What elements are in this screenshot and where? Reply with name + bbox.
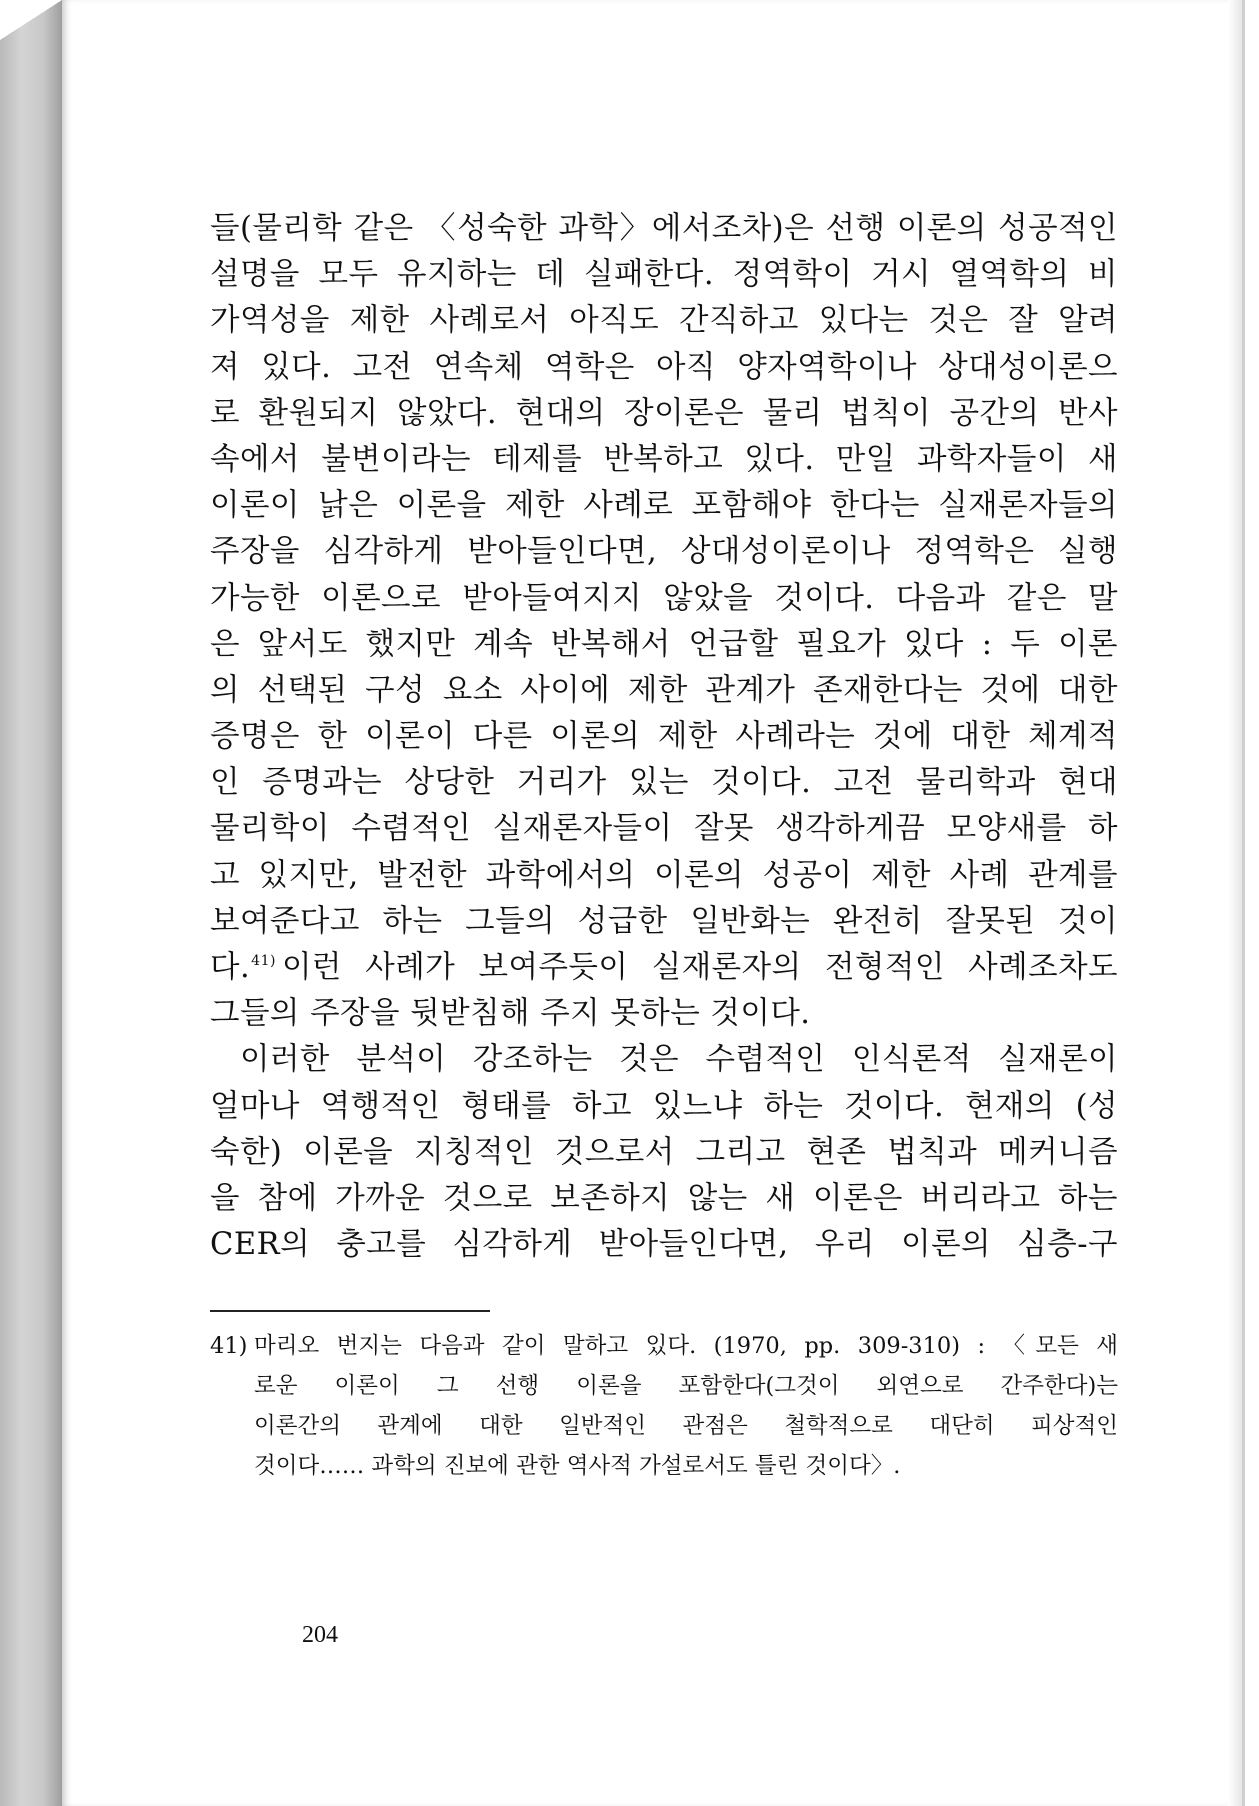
body-line: 얼마나 역행적인 형태를 하고 있느냐 하는 것이다. 현재의 (성 [210, 1088, 1118, 1124]
body-line: 속에서 불변이라는 테제를 반복하고 있다. 만일 과학자들이 새 [210, 441, 1118, 477]
page-edge [1228, 0, 1242, 1806]
footnote-reference[interactable]: 41) [251, 953, 276, 969]
body-line: 그들의 주장을 뒷받침해 주지 못하는 것이다. [210, 996, 811, 1032]
line-end: 이런 사례가 보여주듯이 실재론자의 전형적인 사례조차도 [281, 950, 1118, 985]
body-line: 들(물리학 같은 〈성숙한 과학〉에서조차)은 선행 이론의 성공적인 [210, 211, 1118, 246]
page-content [210, 206, 1118, 1486]
paragraph-1 [210, 206, 1118, 1037]
body-line: 물리학이 수렴적인 실재론자들이 잘못 생각하게끔 모양새를 하 [210, 811, 1118, 847]
footnote-line: 마리오 번지는 다음과 같이 말하고 있다. (1970, pp. 309-310) : 〈모든 새 [254, 1333, 1118, 1360]
body-line: 인 증명과는 상당한 거리가 있는 것이다. 고전 물리학과 현대 [210, 765, 1118, 801]
spine-corner [0, 0, 62, 40]
body-line-with-footnote [210, 945, 1118, 991]
body-line: 설명을 모두 유지하는 데 실패한다. 정역학이 거시 열역학의 비 [210, 257, 1118, 293]
footnote-line: 이론간의 관계에 대한 일반적인 관점은 철학적으로 대단히 피상적인 [254, 1413, 1118, 1440]
body-line: CER의 충고를 심각하게 받아들인다면, 우리 이론의 심층-구 [210, 1227, 1118, 1263]
line-start: 다. [210, 950, 251, 985]
body-line: 을 참에 가까운 것으로 보존하지 않는 새 이론은 버리라고 하는 [210, 1180, 1118, 1216]
body-line: 숙한) 이론을 지칭적인 것으로서 그리고 현존 법칙과 메커니즘 [210, 1134, 1118, 1170]
book-spine [0, 0, 62, 1806]
body-line: 이러한 분석이 강조하는 것은 수렴적인 인식론적 실재론이 [240, 1042, 1118, 1078]
footnote-separator [210, 1310, 490, 1312]
footnote-number: 41) [210, 1333, 248, 1360]
footnote-line: 로운 이론이 그 선행 이론을 포함한다(그것이 외연으로 간주한다)는 [254, 1373, 1118, 1400]
body-line: 주장을 심각하게 받아들인다면, 상대성이론이나 정역학은 실행 [210, 534, 1118, 570]
footnote-41 [210, 1326, 1118, 1486]
footnote-line: 것이다…… 과학의 진보에 관한 역사적 가설로서도 틀린 것이다〉. [254, 1453, 901, 1480]
body-line: 로 환원되지 않았다. 현대의 장이론은 물리 법칙이 공간의 반사 [210, 395, 1118, 431]
body-line: 증명은 한 이론이 다른 이론의 제한 사례라는 것에 대한 체계적 [210, 719, 1118, 755]
page-number: 204 [302, 1622, 338, 1648]
body-line: 져 있다. 고전 연속체 역학은 아직 양자역학이나 상대성이론으 [210, 349, 1118, 385]
paragraph-2 [210, 1037, 1118, 1268]
body-line: 은 앞서도 했지만 계속 반복해서 언급할 필요가 있다 : 두 이론 [210, 626, 1118, 662]
body-line: 고 있지만, 발전한 과학에서의 이론의 성공이 제한 사례 관계를 [210, 857, 1118, 893]
body-line: 의 선택된 구성 요소 사이에 제한 관계가 존재한다는 것에 대한 [210, 672, 1118, 708]
body-line: 가역성을 제한 사례로서 아직도 간직하고 있다는 것은 잘 알려 [210, 303, 1118, 339]
body-line: 보여준다고 하는 그들의 성급한 일반화는 완전히 잘못된 것이 [210, 903, 1118, 939]
body-line: 이론이 낡은 이론을 제한 사례로 포함해야 한다는 실재론자들의 [210, 488, 1118, 524]
body-line: 가능한 이론으로 받아들여지지 않았을 것이다. 다음과 같은 말 [210, 580, 1118, 616]
